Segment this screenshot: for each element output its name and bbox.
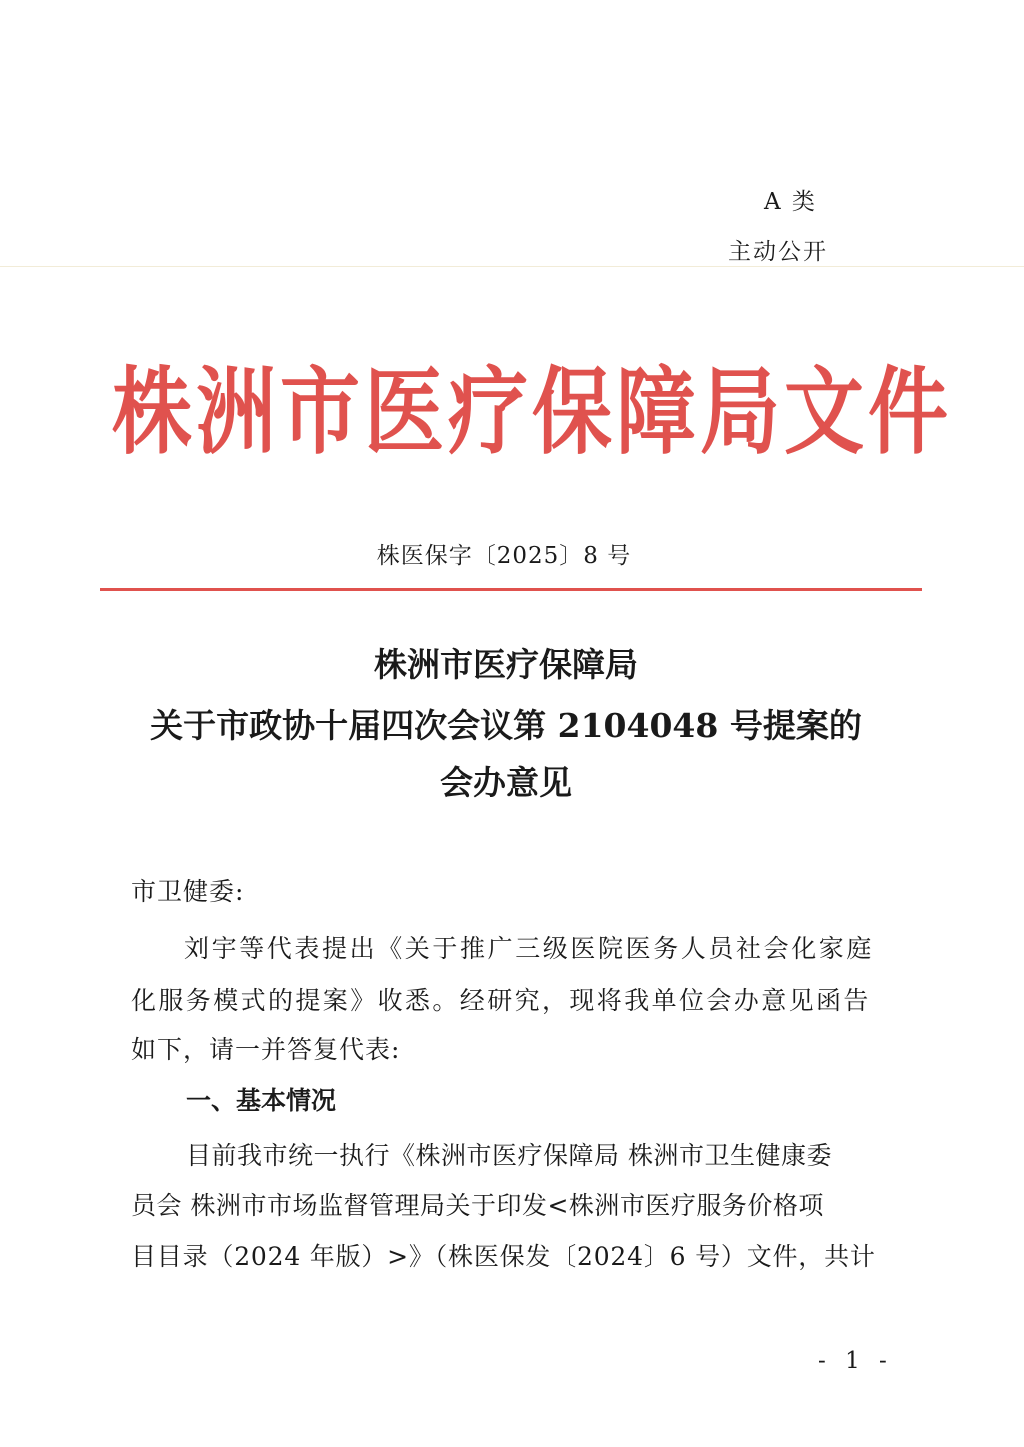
red-divider-rule [100, 588, 922, 591]
document-title-line-3: 会办意见 [440, 763, 572, 802]
paragraph1-line: 化服务模式的提案》收悉。经研究，现将我单位会办意见函告 [131, 986, 871, 1015]
scan-line [0, 266, 1024, 267]
classification-label: A 类 [764, 189, 817, 215]
section-heading: 一、基本情况 [186, 1086, 337, 1115]
paragraph2-line: 目前我市统一执行《株洲市医疗保障局 株洲市卫生健康委 [186, 1141, 832, 1170]
disclosure-label: 主动公开 [728, 239, 828, 265]
document-title-line-1: 株洲市医疗保障局 [374, 645, 638, 684]
paragraph2-line: 员会 株洲市市场监督管理局关于印发<株洲市医疗服务价格项 [131, 1191, 824, 1220]
paragraph2-line: 目目录（2024 年版）>》（株医保发〔2024〕6 号）文件，共计 [131, 1242, 876, 1271]
paragraph1-line: 刘宇等代表提出《关于推广三级医院医务人员社会化家庭 [184, 934, 875, 963]
salutation: 市卫健委: [131, 877, 245, 906]
document-title-line-2: 关于市政协十届四次会议第 2104048 号提案的 [150, 706, 862, 745]
agency-red-header: 株洲市医疗保障局文件 [112, 357, 952, 467]
document-number: 株医保字〔2025〕8 号 [376, 543, 632, 569]
paragraph1-line: 如下，请一并答复代表: [131, 1035, 401, 1064]
page-number: - 1 - [818, 1348, 893, 1374]
